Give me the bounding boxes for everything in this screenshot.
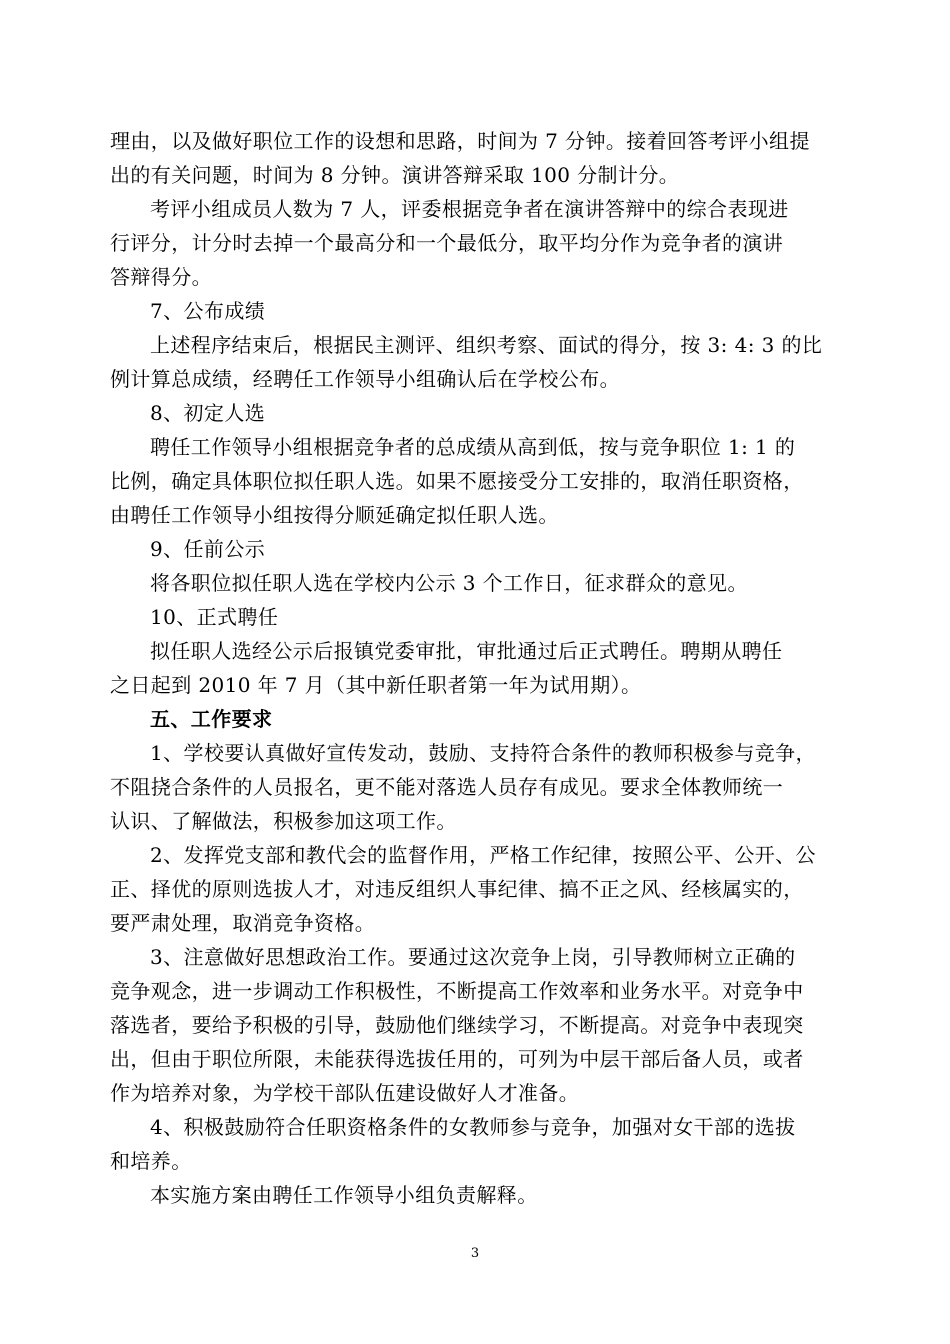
page-number: 3 bbox=[470, 1246, 480, 1261]
text-line: 2、发挥党支部和教代会的监督作用，严格工作纪律，按照公平、公开、公 bbox=[150, 843, 816, 867]
text-line: 正、择优的原则选拔人才，对违反组织人事纪律、搞不正之风、经核属实的， bbox=[110, 877, 804, 901]
chapter-heading: 五、工作要求 bbox=[150, 707, 273, 731]
text-line: 比例，确定具体职位拟任职人选。如果不愿接受分工安排的，取消任职资格， bbox=[110, 469, 804, 493]
text-line: 之日起到 2010 年 7 月（其中新任职者第一年为试用期）。 bbox=[110, 673, 642, 697]
section-heading: 8、初定人选 bbox=[150, 401, 266, 425]
section-heading: 7、公布成绩 bbox=[150, 299, 266, 323]
text-line: 4、积极鼓励符合任职资格条件的女教师参与竞争，加强对女干部的选拔 bbox=[150, 1115, 796, 1139]
text-line: 1、学校要认真做好宣传发动，鼓励、支持符合条件的教师积极参与竞争， bbox=[150, 741, 816, 765]
text-line: 落选者，要给予积极的引导，鼓励他们继续学习，不断提高。对竞争中表现突 bbox=[110, 1013, 804, 1037]
text-line: 不阻挠合条件的人员报名，更不能对落选人员存有成见。要求全体教师统一 bbox=[110, 775, 784, 799]
section-heading: 9、任前公示 bbox=[150, 537, 266, 561]
text-line: 竞争观念，进一步调动工作积极性，不断提高工作效率和业务水平。对竞争中 bbox=[110, 979, 804, 1003]
text-line: 考评小组成员人数为 7 人，评委根据竞争者在演讲答辩中的综合表现进 bbox=[150, 197, 789, 221]
section-heading: 10、正式聘任 bbox=[150, 605, 279, 629]
text-line: 例计算总成绩，经聘任工作领导小组确认后在学校公布。 bbox=[110, 367, 620, 391]
text-line: 出，但由于职位所限，未能获得选拔任用的，可列为中层干部后备人员，或者 bbox=[110, 1047, 804, 1071]
text-line: 将各职位拟任职人选在学校内公示 3 个工作日，征求群众的意见。 bbox=[150, 571, 748, 595]
text-line: 要严肃处理，取消竞争资格。 bbox=[110, 911, 376, 935]
text-line: 由聘任工作领导小组按得分顺延确定拟任职人选。 bbox=[110, 503, 559, 527]
text-line: 3、注意做好思想政治工作。要通过这次竞争上岗，引导教师树立正确的 bbox=[150, 945, 796, 969]
text-line: 聘任工作领导小组根据竞争者的总成绩从高到低，按与竞争职位 1: 1 的 bbox=[150, 435, 796, 459]
text-line: 和培养。 bbox=[110, 1149, 192, 1173]
text-line: 出的有关问题，时间为 8 分钟。演讲答辩采取 100 分制计分。 bbox=[110, 163, 680, 187]
text-line: 作为培养对象，为学校干部队伍建设做好人才准备。 bbox=[110, 1081, 580, 1105]
text-line: 答辩得分。 bbox=[110, 265, 212, 289]
text-line: 理由，以及做好职位工作的设想和思路，时间为 7 分钟。接着回答考评小组提 bbox=[110, 129, 810, 153]
text-line: 上述程序结束后，根据民主测评、组织考察、面试的得分，按 3: 4: 3 的比 bbox=[150, 333, 823, 357]
text-line: 认识、了解做法，积极参加这项工作。 bbox=[110, 809, 457, 833]
text-line: 行评分，计分时去掉一个最高分和一个最低分，取平均分作为竞争者的演讲 bbox=[110, 231, 784, 255]
text-line: 本实施方案由聘任工作领导小组负责解释。 bbox=[150, 1183, 538, 1207]
text-line: 拟任职人选经公示后报镇党委审批，审批通过后正式聘任。聘期从聘任 bbox=[150, 639, 783, 663]
